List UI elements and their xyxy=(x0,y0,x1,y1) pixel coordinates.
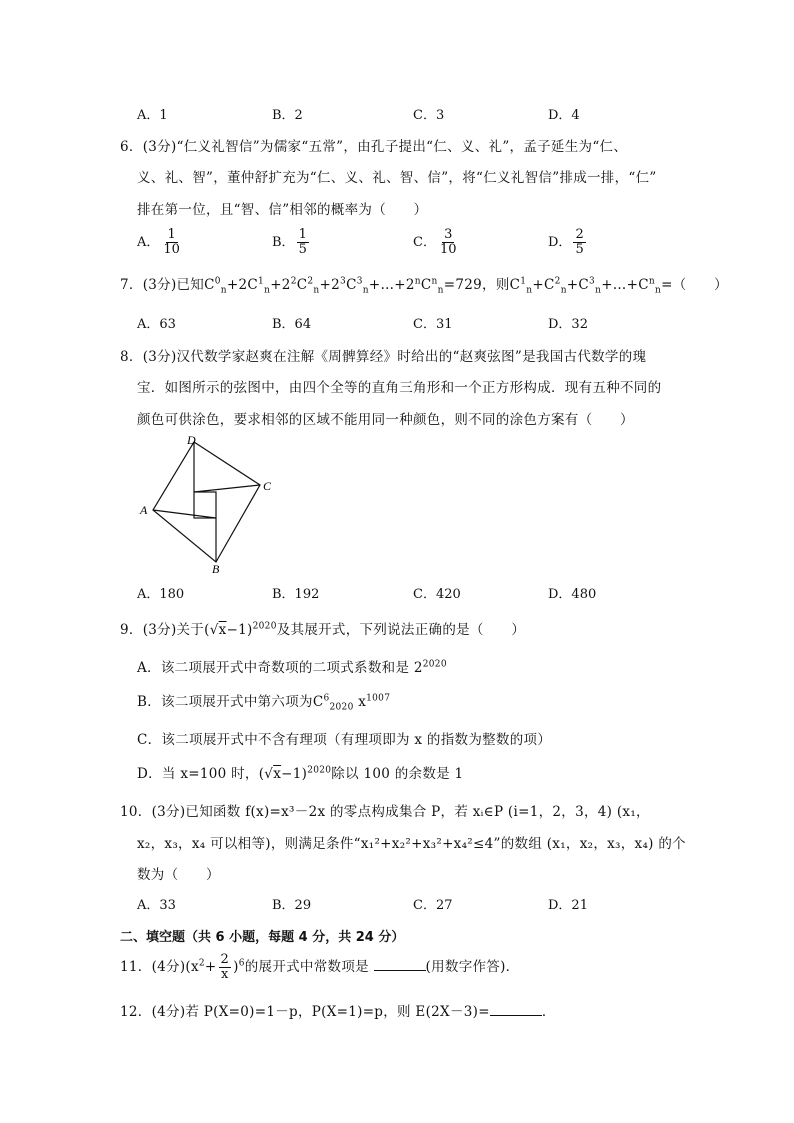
q5-option-b: B．2 xyxy=(272,108,303,123)
q8-option-c: C．420 xyxy=(413,587,461,602)
q10-option-c: C．27 xyxy=(413,898,453,913)
q9-prefix: 9．(3分)关于 xyxy=(120,622,205,638)
q7-formula-left: $C^0_n+2C^1_n+2^2C^2_n+2^3C^3_n+\dots+2^nC^n_n$ xyxy=(204,276,444,296)
q8-line-2: 宝．如图所示的弦图中，由四个全等的直角三角形和一个正方形构成．现有五种不同的 xyxy=(137,380,662,396)
q12-tail: ． xyxy=(541,1004,556,1020)
q8-line-3: 颜色可供涂色，要求相邻的区域不能用同一种颜色，则不同的涂色方案有（ ） xyxy=(137,412,634,428)
q10-line-2: x₂，x₃，x₄ 可以相等)，则满足条件“x₁²+x₂²+x₃²+x₄²≤4”的数组 (x₁，x₂，x₃，x₄) 的个 xyxy=(137,836,686,852)
q5-option-d: D．4 xyxy=(548,108,580,123)
q7-mid: =729，则 xyxy=(443,277,510,293)
q8-line-1: 8．(3分)汉代数学家赵爽在注解《周髀算经》时给出的“赵爽弦图”是我国古代数学的瑰 xyxy=(120,349,647,365)
q6-option-c xyxy=(413,228,461,257)
line-a-h xyxy=(153,510,216,518)
label-a: A xyxy=(140,503,148,517)
line-c-f xyxy=(194,485,260,492)
q7-stem xyxy=(120,273,728,296)
q11-expression: ($x^2+$ $\frac{2}{x}$ )$^6$ xyxy=(185,952,245,982)
section-heading: 二、填空题（共 6 小题，每题 4 分，共 24 分） xyxy=(120,930,405,945)
outer-square xyxy=(153,442,260,562)
q9-option-d: D．当 x=100 时，$(√x-1)^{2020}$除以 100 的余数是 1 xyxy=(137,765,464,782)
comb-top: 6 xyxy=(323,693,330,704)
label-c: C xyxy=(263,479,272,493)
q10-option-b: B．29 xyxy=(272,898,312,913)
q7-option-c: C．31 xyxy=(413,317,453,332)
q5-option-a: A．1 xyxy=(137,108,168,123)
q9-exponent: 2020 xyxy=(307,765,332,776)
q9-option-b-text: B．该二项展开式中第六项为 xyxy=(137,694,313,710)
fraction-numerator: 1 xyxy=(167,227,176,242)
q9-option-a xyxy=(137,656,447,676)
q9-suffix: 及其展开式，下列说法正确的是（ ） xyxy=(276,622,526,638)
q9-stem xyxy=(120,618,525,638)
q10-option-d: D．21 xyxy=(548,898,588,913)
q10-option-a: A．33 xyxy=(137,898,176,913)
fraction-numerator: 2 xyxy=(575,227,584,242)
q8-option-a: A．180 xyxy=(137,587,185,602)
q10-line-3: 数为（ ） xyxy=(137,867,220,883)
q7-option-a: A．63 xyxy=(137,317,176,332)
answer-blank[interactable] xyxy=(490,1003,542,1016)
fraction-denominator: 10 xyxy=(439,242,457,257)
q6-option-a xyxy=(137,228,184,257)
q8-option-d: D．480 xyxy=(548,587,597,602)
q9-option-b-x: x xyxy=(358,694,367,710)
option-label: B． xyxy=(272,235,295,250)
q9-option-a-exponent: 2020 xyxy=(422,659,447,670)
q11-prefix: 11．(4分) xyxy=(120,959,186,975)
q9-option-a-text: A．该二项展开式中奇数项的二项式系数和是 2 xyxy=(137,660,423,676)
q10-line-1: 10．(3分)已知函数 f(x)=x³－2x 的零点构成集合 P，若 xᵢ∈P (i=1，2，3，4) (x₁， xyxy=(120,804,650,820)
inner-square xyxy=(194,492,216,518)
q9-option-b: B．该二项展开式中第六项为$C^6_{2020}$ $x^{1007}$ xyxy=(137,693,391,713)
fraction-numerator: 3 xyxy=(444,227,453,242)
q9-expression: $(√x-1)^{2020}$ xyxy=(204,621,277,638)
q7-prefix: 7．(3分)已知 xyxy=(120,277,205,293)
option-label: C． xyxy=(413,235,436,250)
label-d: D xyxy=(187,433,196,447)
q12-text: 12．(4分)若 P(X=0)=1－p，P(X=1)=p，则 E(2X－3)= xyxy=(120,1004,490,1020)
q11-stem xyxy=(120,953,519,982)
fraction-denominator: 10 xyxy=(163,242,180,257)
q12-stem xyxy=(120,1000,556,1020)
option-label: D． xyxy=(548,235,572,250)
q5-option-c: C．3 xyxy=(413,108,445,123)
comb-bottom: 2020 xyxy=(329,702,354,713)
q7-suffix: =（ ） xyxy=(661,277,728,293)
q6-option-d xyxy=(548,228,588,257)
q6-line-3: 排在第一位，且“智、信”相邻的概率为（ ） xyxy=(137,202,428,218)
q9-option-c: C．该二项展开式中不含有理项（有理项即为 x 的指数为整数的项） xyxy=(137,732,552,748)
label-b: B xyxy=(212,562,220,575)
fraction-denominator: 5 xyxy=(575,242,584,257)
q9-exponent: 2020 xyxy=(252,621,277,632)
q6-option-b xyxy=(272,228,311,257)
zhao-shuang-diagram xyxy=(135,430,285,575)
q7-option-b: B．64 xyxy=(272,317,312,332)
answer-blank[interactable] xyxy=(374,958,426,971)
q11-tail: (用数字作答)． xyxy=(425,959,520,975)
fraction-denominator: 5 xyxy=(298,242,307,257)
q9-option-d-prefix: D．当 x=100 时， xyxy=(137,766,259,782)
q8-option-b: B．192 xyxy=(272,587,320,602)
q7-formula-right: $C^1_n+C^2_n+C^3_n+\dots+C^n_n$ xyxy=(509,276,662,296)
fraction-numerator: 1 xyxy=(298,227,307,242)
q9-option-b-exponent: 1007 xyxy=(366,693,391,704)
option-label: A． xyxy=(137,235,160,250)
q7-option-d: D．32 xyxy=(548,317,588,332)
q9-option-d-suffix: 除以 100 的余数是 1 xyxy=(331,766,464,782)
q6-line-2: 义、礼、智”，董仲舒扩充为“仁、义、礼、智、信”，将“仁义礼智信”排成一排，“仁” xyxy=(137,170,657,186)
q6-line-1: 6．(3分)“仁义礼智信”为儒家“五常”，由孔子提出“仁、义、礼”，孟子延生为“仁、 xyxy=(120,139,628,155)
q11-suffix: 的展开式中常数项是 xyxy=(244,959,369,975)
